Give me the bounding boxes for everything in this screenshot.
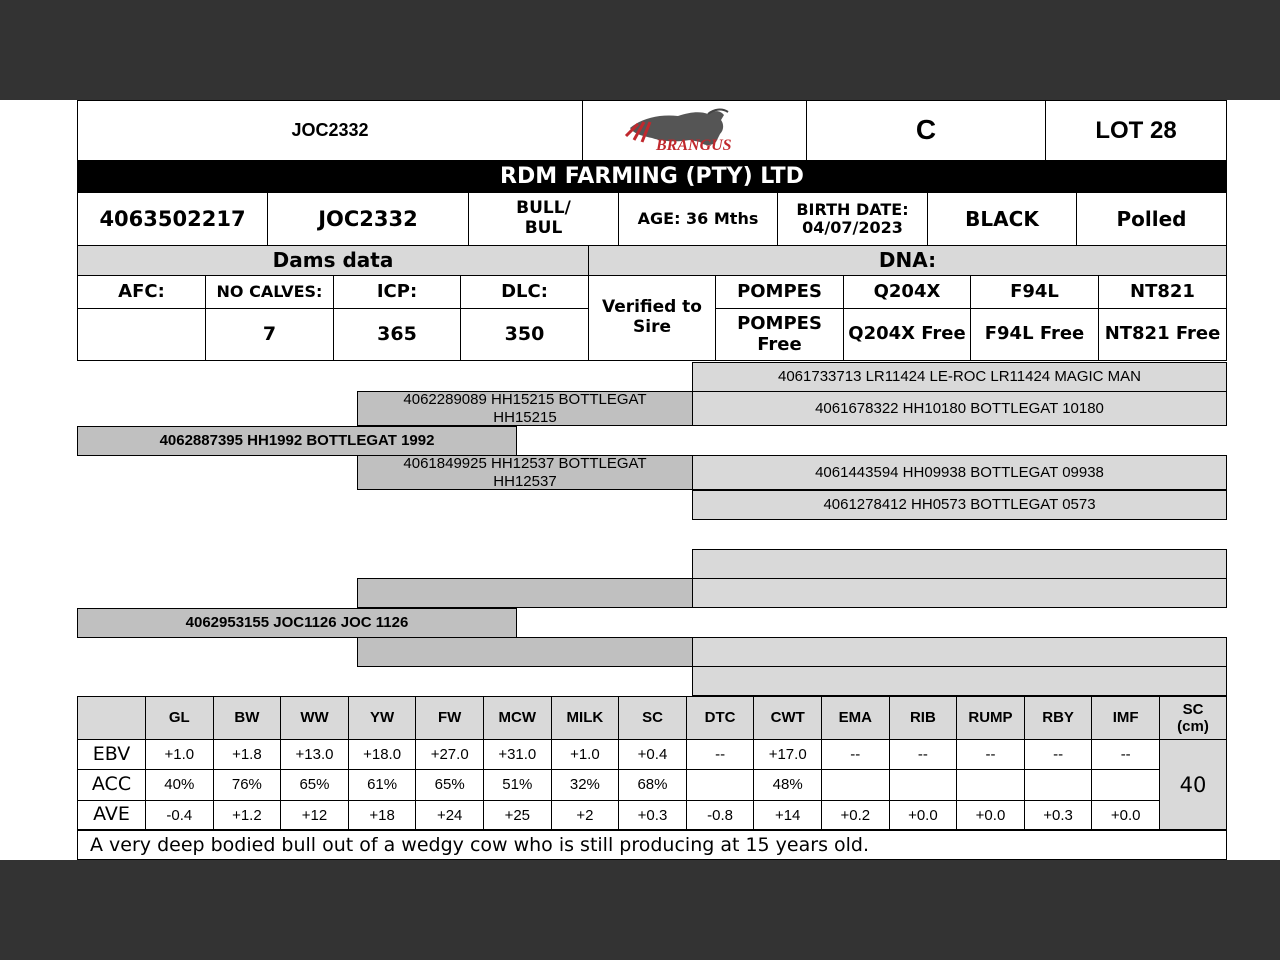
ebv-cell-ave-gl: -0.4 (145, 800, 214, 831)
animal-colour: BLACK (927, 192, 1077, 246)
ebv-cell-acc-imf (1091, 769, 1160, 800)
ebv-cell-ave-imf: +0.0 (1091, 800, 1160, 831)
ebv-cell-ebv-yw: +18.0 (348, 739, 417, 770)
dams-label-afc: AFC: (77, 275, 206, 309)
ebv-header-sc-cm: SC (cm) (1159, 696, 1227, 740)
animal-sex: BULL/ BUL (468, 192, 619, 246)
ebv-header-imf: IMF (1091, 696, 1160, 740)
ebv-header-corner (77, 696, 146, 740)
lot-sheet (0, 100, 1280, 860)
header-id: JOC2332 (77, 100, 583, 161)
ebv-cell-ebv-mcw: +31.0 (483, 739, 552, 770)
dna-verified-to-sire: Verified to Sire (588, 275, 716, 361)
pedigree-sire-sire-dam: 4061678322 HH10180 BOTTLEGAT 10180 (692, 391, 1227, 426)
pedigree-dam: 4062953155 JOC1126 JOC 1126 (77, 608, 517, 638)
ebv-header-ema: EMA (821, 696, 890, 740)
pedigree-sire-sire: 4062289089 HH15215 BOTTLEGAT HH15215 (357, 391, 693, 426)
ebv-cell-ebv-fw: +27.0 (415, 739, 484, 770)
ebv-cell-acc-cwt: 48% (753, 769, 822, 800)
ebv-cell-ebv-bw: +1.8 (213, 739, 282, 770)
ebv-cell-ebv-milk: +1.0 (551, 739, 620, 770)
ebv-cell-ave-ema: +0.2 (821, 800, 890, 831)
ebv-cell-ebv-rump: -- (956, 739, 1025, 770)
ebv-row-label-ebv: EBV (77, 739, 146, 770)
ebv-row-label-ave: AVE (77, 800, 146, 831)
ebv-cell-acc-mcw: 51% (483, 769, 552, 800)
pedigree-dam-dam (357, 637, 693, 667)
animal-id: JOC2332 (267, 192, 469, 246)
dna-value-f94l: F94L Free (970, 308, 1099, 361)
dams-data-title: Dams data (77, 245, 589, 276)
ebv-cell-ave-rump: +0.0 (956, 800, 1025, 831)
ebv-cell-acc-rump (956, 769, 1025, 800)
dams-value-icp: 365 (333, 308, 461, 361)
ebv-cell-ave-sc: +0.3 (618, 800, 687, 831)
dams-value-afc (77, 308, 206, 361)
ebv-cell-ave-milk: +2 (551, 800, 620, 831)
header-grade: C (806, 100, 1046, 161)
ebv-cell-acc-gl: 40% (145, 769, 214, 800)
ebv-cell-ave-rby: +0.3 (1024, 800, 1093, 831)
ebv-cell-ebv-rby: -- (1024, 739, 1093, 770)
ebv-cell-ave-bw: +1.2 (213, 800, 282, 831)
ebv-header-fw: FW (415, 696, 484, 740)
ebv-cell-ave-fw: +24 (415, 800, 484, 831)
breeder-name: RDM FARMING (PTY) LTD (77, 161, 1227, 193)
dams-value-dlc: 350 (460, 308, 589, 361)
ebv-cell-acc-sc: 68% (618, 769, 687, 800)
dna-title: DNA: (588, 245, 1227, 276)
ebv-cell-acc-dtc (686, 769, 755, 800)
animal-birth-date: BIRTH DATE: 04/07/2023 (777, 192, 928, 246)
ebv-cell-acc-ema (821, 769, 890, 800)
ebv-header-mcw: MCW (483, 696, 552, 740)
ebv-cell-ebv-sc: +0.4 (618, 739, 687, 770)
ebv-header-rby: RBY (1024, 696, 1093, 740)
ebv-header-ww: WW (280, 696, 349, 740)
ebv-header-sc: SC (618, 696, 687, 740)
dams-label-no-calves: NO CALVES: (205, 275, 334, 309)
ebv-cell-acc-fw: 65% (415, 769, 484, 800)
ebv-table (77, 696, 1227, 830)
pedigree-sire-dam-dam: 4061278412 HH0573 BOTTLEGAT 0573 (692, 490, 1227, 520)
ebv-header-bw: BW (213, 696, 282, 740)
ebv-cell-acc-yw: 61% (348, 769, 417, 800)
header-lot: LOT 28 (1045, 100, 1227, 161)
brangus-logo (582, 100, 807, 161)
pedigree-dam-dam-sire (692, 637, 1227, 667)
dna-value-pompes: POMPES Free (715, 308, 844, 361)
dna-label-nt821: NT821 (1098, 275, 1227, 309)
pedigree-sire-dam: 4061849925 HH12537 BOTTLEGAT HH12537 (357, 455, 693, 490)
ebv-cell-ave-yw: +18 (348, 800, 417, 831)
dams-label-icp: ICP: (333, 275, 461, 309)
comment-text: A very deep bodied bull out of a wedgy cow who is still producing at 15 years old. (77, 829, 1227, 860)
ebv-header-yw: YW (348, 696, 417, 740)
ebv-cell-ave-rib: +0.0 (889, 800, 958, 831)
ebv-cell-ave-cwt: +14 (753, 800, 822, 831)
ebv-cell-acc-milk: 32% (551, 769, 620, 800)
ebv-row-label-acc: ACC (77, 769, 146, 800)
pedigree-sire-sire-sire: 4061733713 LR11424 LE-ROC LR11424 MAGIC MAN (692, 362, 1227, 392)
ebv-header-milk: MILK (551, 696, 620, 740)
ebv-cell-ebv-ema: -- (821, 739, 890, 770)
ebv-header-dtc: DTC (686, 696, 755, 740)
ebv-header-gl: GL (145, 696, 214, 740)
ebv-cell-ave-mcw: +25 (483, 800, 552, 831)
dna-value-nt821: NT821 Free (1098, 308, 1227, 361)
animal-reg-no: 4063502217 (77, 192, 268, 246)
animal-horn-status: Polled (1076, 192, 1227, 246)
ebv-header-cwt: CWT (753, 696, 822, 740)
ebv-cell-acc-bw: 76% (213, 769, 282, 800)
pedigree-sire: 4062887395 HH1992 BOTTLEGAT 1992 (77, 426, 517, 456)
dams-label-dlc: DLC: (460, 275, 589, 309)
ebv-header-rib: RIB (889, 696, 958, 740)
ebv-cell-ebv-gl: +1.0 (145, 739, 214, 770)
ebv-cell-ave-dtc: -0.8 (686, 800, 755, 831)
ebv-cell-ebv-dtc: -- (686, 739, 755, 770)
pedigree-sire-dam-sire: 4061443594 HH09938 BOTTLEGAT 09938 (692, 455, 1227, 490)
ebv-cell-acc-ww: 65% (280, 769, 349, 800)
ebv-cell-ebv-rib: -- (889, 739, 958, 770)
dna-label-pompes: POMPES (715, 275, 844, 309)
ebv-header-rump: RUMP (956, 696, 1025, 740)
dams-value-no-calves: 7 (205, 308, 334, 361)
dna-label-q204x: Q204X (843, 275, 971, 309)
pedigree-dam-sire-dam (692, 578, 1227, 608)
ebv-cell-ebv-ww: +13.0 (280, 739, 349, 770)
pedigree-dam-sire (357, 578, 693, 608)
pedigree-dam-sire-sire (692, 549, 1227, 579)
ebv-cell-ave-ww: +12 (280, 800, 349, 831)
ebv-sc-value: 40 (1159, 739, 1227, 831)
dna-value-q204x: Q204X Free (843, 308, 971, 361)
ebv-cell-ebv-imf: -- (1091, 739, 1160, 770)
ebv-cell-acc-rib (889, 769, 958, 800)
bull-head-icon (620, 106, 770, 156)
ebv-cell-ebv-cwt: +17.0 (753, 739, 822, 770)
animal-age: AGE: 36 Mths (618, 192, 778, 246)
dna-label-f94l: F94L (970, 275, 1099, 309)
svg-text:BRANGUS: BRANGUS (655, 136, 732, 154)
pedigree-dam-dam-dam (692, 666, 1227, 696)
ebv-cell-acc-rby (1024, 769, 1093, 800)
